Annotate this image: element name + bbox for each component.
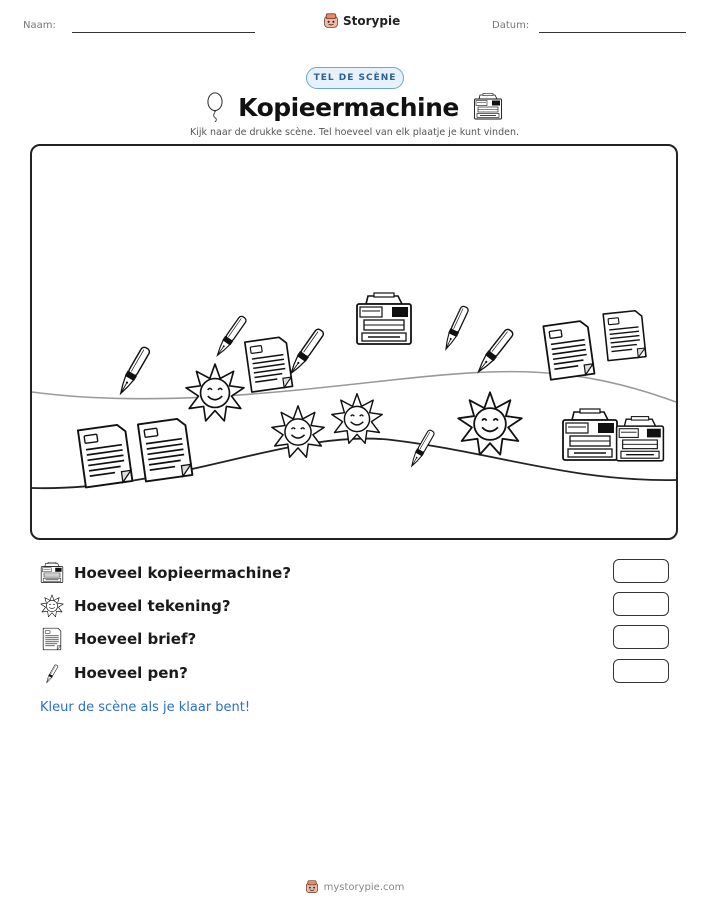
- scene-pen: [213, 315, 247, 359]
- scene-letter: [78, 424, 132, 488]
- scene-pen: [116, 346, 151, 397]
- sun-icon: [40, 594, 64, 618]
- pen-icon: [40, 661, 64, 685]
- question-row: [40, 561, 291, 585]
- scene-sun: [458, 392, 521, 454]
- answer-box[interactable]: [613, 592, 669, 616]
- color-instruction: Kleur de scène als je klaar bent!: [40, 700, 251, 715]
- copier-icon: [40, 561, 64, 585]
- scene-illustration: [32, 146, 676, 538]
- counting-scene[interactable]: [30, 144, 678, 540]
- question-label: Hoeveel brief?: [74, 630, 197, 648]
- question-row: [40, 661, 188, 685]
- footer: [0, 880, 709, 894]
- answer-box[interactable]: [613, 559, 669, 583]
- copier-icon: [473, 93, 503, 121]
- scene-pen: [442, 305, 470, 351]
- answer-box[interactable]: [613, 659, 669, 683]
- page-title: Kopieermachine: [238, 92, 459, 122]
- question-row: [40, 594, 231, 618]
- balloon-icon: [206, 92, 224, 122]
- title-row: [0, 92, 709, 122]
- name-label: Naam:: [23, 20, 56, 31]
- section-badge: TEL DE SCÈNE: [306, 67, 404, 89]
- name-field[interactable]: [72, 32, 255, 33]
- scene-letter: [245, 336, 293, 392]
- date-field[interactable]: [539, 32, 686, 33]
- answer-box[interactable]: [613, 625, 669, 649]
- site-url[interactable]: mystorypie.com: [323, 881, 405, 893]
- scene-pen: [474, 327, 515, 375]
- letter-icon: [40, 627, 64, 651]
- scene-letter: [543, 320, 594, 380]
- question-label: Hoeveel kopieermachine?: [74, 564, 292, 582]
- storypie-mascot-icon: [323, 13, 339, 29]
- question-label: Hoeveel tekening?: [74, 597, 231, 615]
- scene-letter: [603, 310, 646, 361]
- instructions: Kijk naar de drukke scène. Tel hoeveel van elk plaatje je kunt vinden.: [190, 127, 519, 138]
- scene-pen: [287, 327, 326, 376]
- scene-copier: [617, 417, 664, 461]
- scene-letter: [138, 418, 192, 482]
- question-label: Hoeveel pen?: [74, 664, 188, 682]
- scene-pen: [408, 429, 436, 468]
- scene-sun: [332, 394, 382, 444]
- brand-logo: [323, 13, 400, 29]
- scene-copier: [563, 409, 617, 460]
- date-label: Datum:: [492, 20, 530, 31]
- brand-name: Storypie: [343, 14, 401, 28]
- scene-sun: [186, 364, 244, 421]
- storypie-mascot-icon: [305, 880, 319, 894]
- question-row: [40, 627, 196, 651]
- scene-copier: [357, 293, 411, 344]
